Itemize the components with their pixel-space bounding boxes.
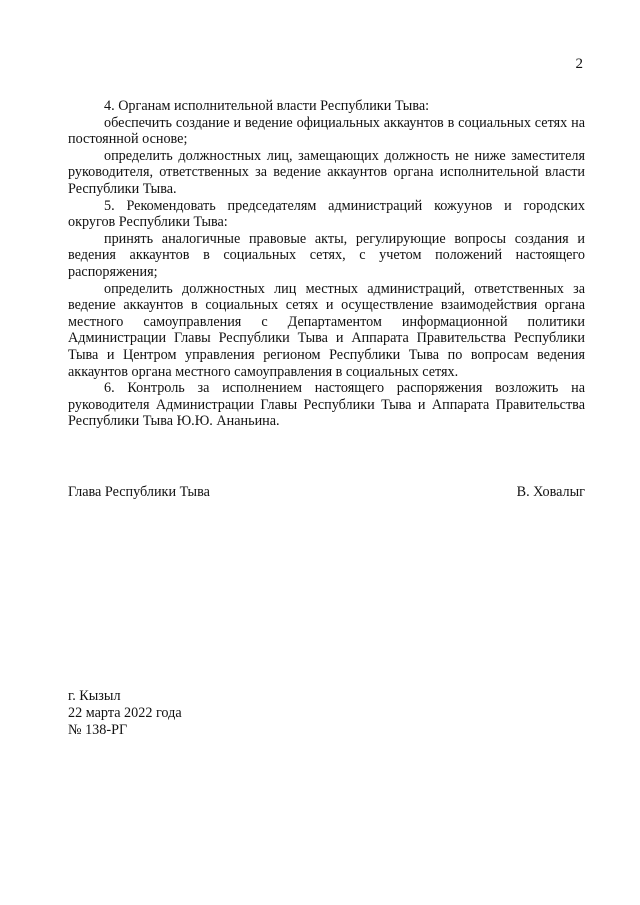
signatory-name: В. Ховалыг [516,484,585,500]
paragraph-subitem: определить должностных лиц местных администраций, ответственных за ведение аккаунтов в социальных сетях и осуществление взаимодействия органа местного самоуправления с Департаментом информационной политики Администрации Главы Республики Тыва и Аппарата Правительства Республики Тыва и Центром управления регионом Республики Тыва по вопросам ведения аккаунтов органа местного самоуправления в социальных сетях. [68,280,585,380]
document-footer [68,688,182,739]
paragraph-subitem: обеспечить создание и ведение официальных аккаунтов в социальных сетях на постоянной основе; [68,114,585,148]
document-number: № 138-РГ [68,722,128,738]
page-number: 2 [575,56,583,72]
paragraph-item-5: 5. Рекомендовать председателям администраций кожуунов и городских округов Республики Тыва: [68,197,585,231]
paragraph-item-6: 6. Контроль за исполнением настоящего распоряжения возложить на руководителя Администрации Главы Республики Тыва и Аппарата Правительства Республики Тыва Ю.Ю. Ананьина. [68,380,585,430]
paragraph-item-4: 4. Органам исполнительной власти Республики Тыва: [104,98,430,114]
issue-date: 22 марта 2022 года [68,705,182,721]
paragraph-subitem: принять аналогичные правовые акты, регулирующие вопросы создания и ведения аккаунтов в социальных сетях, с учетом положений настоящего распоряжения; [68,230,585,280]
paragraph-subitem: определить должностных лиц, замещающих должность не ниже заместителя руководителя, ответственных за ведение аккаунтов органа исполнительной власти Республики Тыва. [68,147,585,197]
signatory-position: Глава Республики Тыва [68,484,210,500]
signature-block [68,484,585,501]
issue-city: г. Кызыл [68,688,121,704]
document-body [68,98,585,430]
